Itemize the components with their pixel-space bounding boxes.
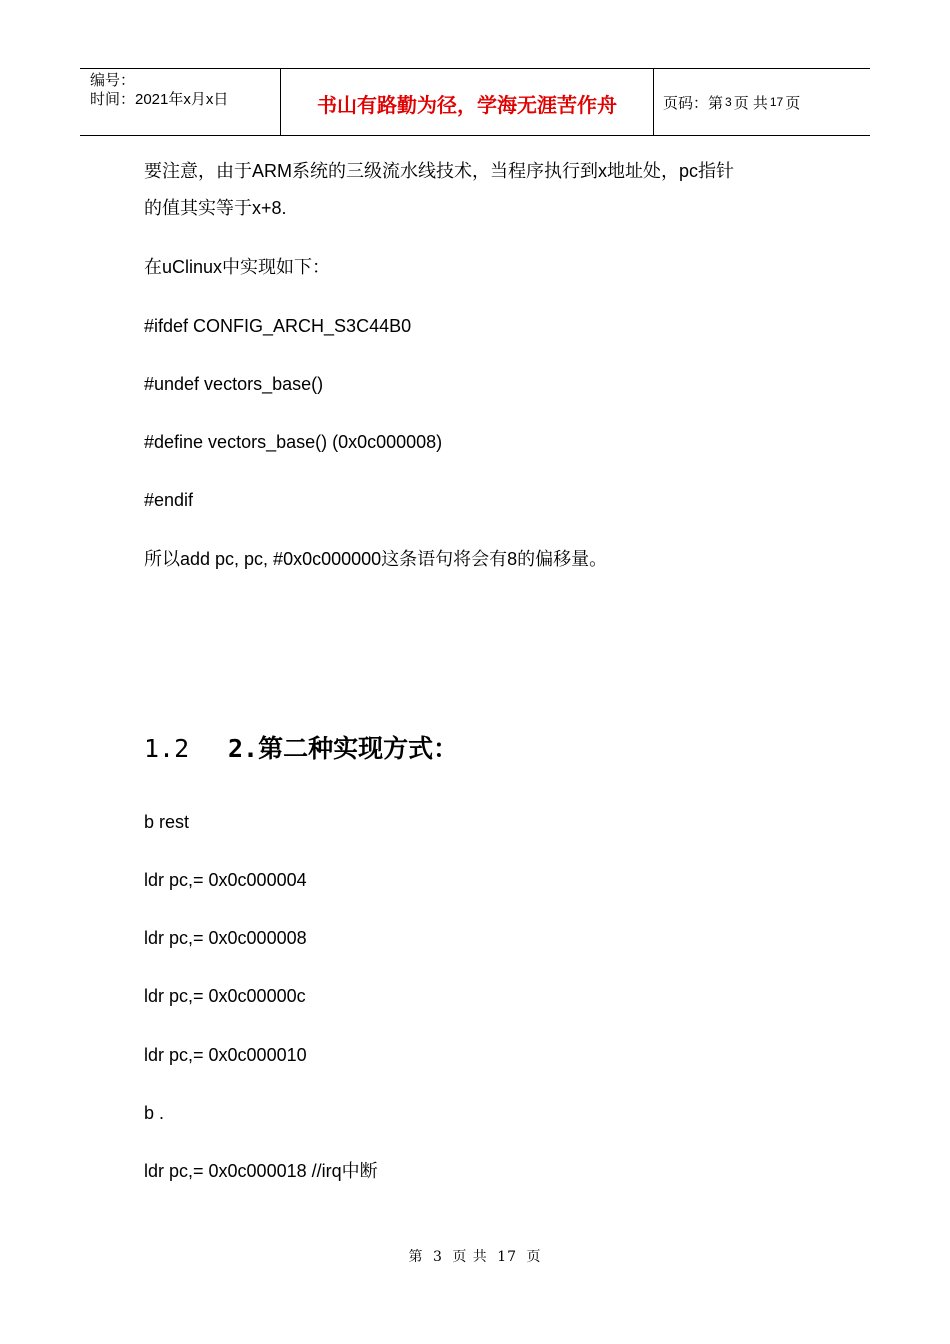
footer-total-pages: 17 [497,1249,518,1265]
section-subnumber: 2. [228,734,259,763]
header-motto: 书山有路勤为径，学海无涯苦作舟 [281,69,654,135]
paragraph-line-4: 所以add pc, pc, #0x0c000000这条语句将会有8的偏移量。 [144,549,608,569]
header-page-current: 3 [725,95,732,109]
header-page-mid: 页 共 [733,94,768,112]
footer-current-page: 3 [432,1249,443,1265]
header-page-suffix: 页 [785,94,801,112]
asm-line-4: ldr pc,= 0x0c00000c [144,986,306,1006]
asm-line-5: ldr pc,= 0x0c000010 [144,1045,307,1065]
header-page-prefix: 页码：第 [663,94,724,112]
code-line-define: #define vectors_base() (0x0c000008) [144,432,443,452]
document-number-label: 编号： [90,72,136,89]
page-footer [0,1246,950,1266]
paragraph-line-1: 要注意，由于ARM系统的三级流水线技术，当程序执行到x地址处，pc指针 [144,161,735,181]
header-meta [80,69,281,135]
code-line-ifdef: #ifdef CONFIG_ARCH_S3C44B0 [144,316,412,336]
footer-mid: 页 共 [452,1249,488,1265]
asm-line-1: b rest [144,812,190,832]
code-line-undef: #undef vectors_base() [144,374,324,394]
document-time-label: 时间：2021年x月x日 [90,91,229,108]
asm-line-7: ldr pc,= 0x0c000018 //irq中断 [144,1161,378,1181]
header-page-info [654,69,870,135]
paragraph-line-2: 的值其实等于x+8. [144,198,287,218]
section-number: 1.2 [144,734,190,763]
asm-line-6: b . [144,1103,165,1123]
footer-prefix: 第 [408,1249,424,1265]
asm-line-3: ldr pc,= 0x0c000008 [144,928,307,948]
paragraph-line-3: 在uClinux中实现如下： [144,257,331,277]
section-title: 第二种实现方式： [258,735,459,763]
page-header [80,68,870,136]
section-heading [144,733,458,765]
footer-suffix: 页 [526,1249,542,1265]
asm-line-2: ldr pc,= 0x0c000004 [144,870,307,890]
code-line-endif: #endif [144,490,194,510]
header-page-total: 17 [769,95,784,109]
